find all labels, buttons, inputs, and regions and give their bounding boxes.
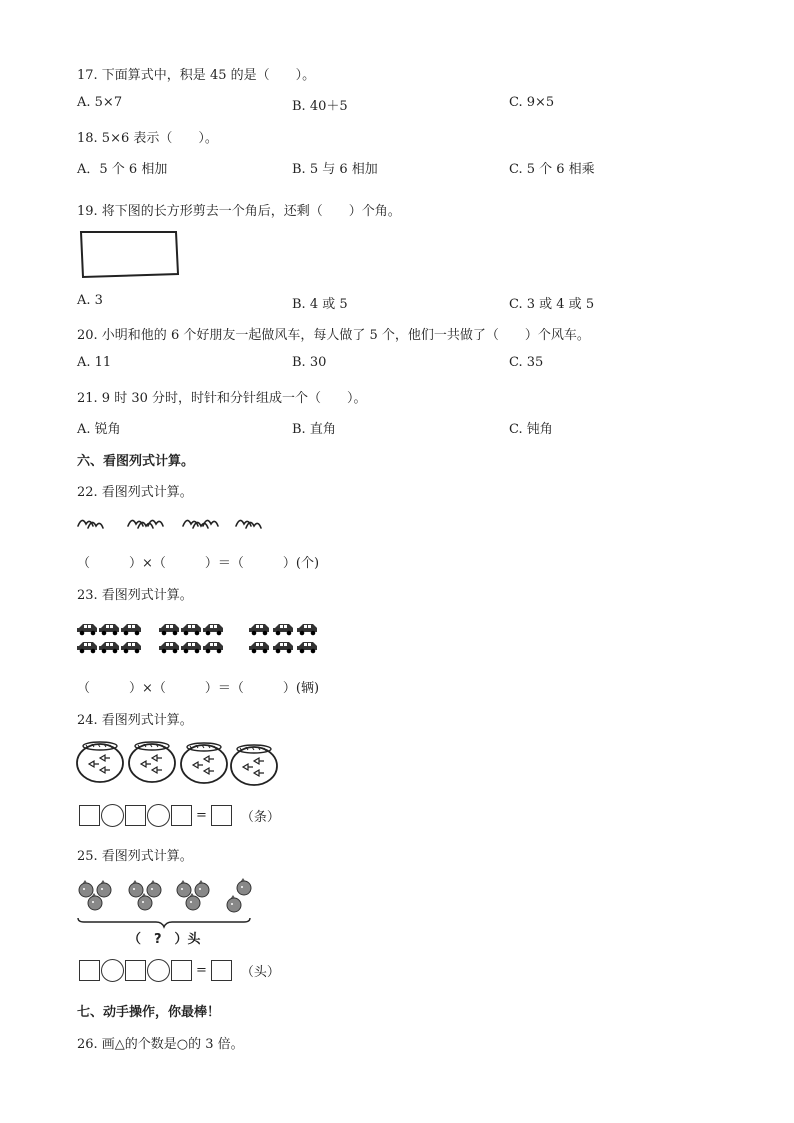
q23-stem: 23. 看图列式计算。 [77,588,193,603]
answer-box[interactable] [79,805,100,826]
q23-blank-equation[interactable]: （ ）×（ ）＝（ ）(辆) [77,681,320,696]
answer-box[interactable] [79,960,100,981]
q24-stem: 24. 看图列式计算。 [77,713,193,728]
q18-option-a[interactable]: A．5 个 6 相加 [77,162,168,177]
operator-circle[interactable] [147,959,170,982]
q19-option-b[interactable]: B. 4 或 5 [292,297,348,312]
equals-sign: = [196,808,207,823]
cars-illustration [76,620,326,658]
operator-circle[interactable] [101,959,124,982]
q20-option-c[interactable]: C. 35 [509,355,544,370]
q17-stem: 17. 下面算式中，积是 45 的是（ ）。 [77,68,316,83]
section-7-heading: 七、动手操作，你最棒！ [77,1005,221,1020]
q18-option-b[interactable]: B. 5 与 6 相加 [292,162,378,177]
q21-option-b[interactable]: B. 直角 [292,422,336,437]
q25-equation-boxes [79,959,280,982]
section-6-heading: 六、看图列式计算。 [77,454,195,469]
equals-sign: = [196,963,207,978]
fishbowls-illustration [76,740,281,785]
q24-equation-boxes [79,804,280,827]
unit-label: （头） [240,965,280,980]
q18-option-c[interactable]: C. 5 个 6 相乘 [509,162,595,177]
q18-stem: 18. 5×6 表示（ ）。 [77,131,218,146]
answer-box[interactable] [171,805,192,826]
q20-stem: 20. 小明和他的 6 个好朋友一起做风车，每人做了 5 个，他们一共做了（ ）个风车。 [77,328,590,343]
q21-stem: 21. 9 时 30 分时，时针和分针组成一个（ ）。 [77,391,367,406]
q19-option-a[interactable]: A. 3 [77,293,103,308]
q17-option-b[interactable]: B. 40＋5 [292,99,348,114]
q21-option-c[interactable]: C. 钝角 [509,422,553,437]
result-box[interactable] [211,805,232,826]
q26-stem: 26. 画△的个数是○的 3 倍。 [77,1037,244,1052]
q20-option-a[interactable]: A. 11 [77,355,112,370]
q19-stem: 19. 将下图的长方形剪去一个角后，还剩（ ）个角。 [77,204,401,219]
q19-option-c[interactable]: C. 3 或 4 或 5 [509,297,595,312]
q25-stem: 25. 看图列式计算。 [77,849,193,864]
q22-blank-equation[interactable]: （ ）×（ ）＝（ ）(个) [77,556,320,571]
pigs-illustration [76,880,251,925]
q25-brace-label: （ ? ）头 [128,932,201,947]
operator-circle[interactable] [101,804,124,827]
q22-stem: 22. 看图列式计算。 [77,485,193,500]
result-box[interactable] [211,960,232,981]
q20-option-b[interactable]: B. 30 [292,355,327,370]
rectangle-figure [78,229,182,281]
q17-option-a[interactable]: A. 5×7 [77,95,123,110]
q17-option-c[interactable]: C. 9×5 [509,95,555,110]
answer-box[interactable] [171,960,192,981]
unit-label: （条） [240,810,280,825]
operator-circle[interactable] [147,804,170,827]
q21-option-a[interactable]: A. 锐角 [77,422,121,437]
answer-box[interactable] [125,805,146,826]
birds-illustration [76,512,276,534]
answer-box[interactable] [125,960,146,981]
